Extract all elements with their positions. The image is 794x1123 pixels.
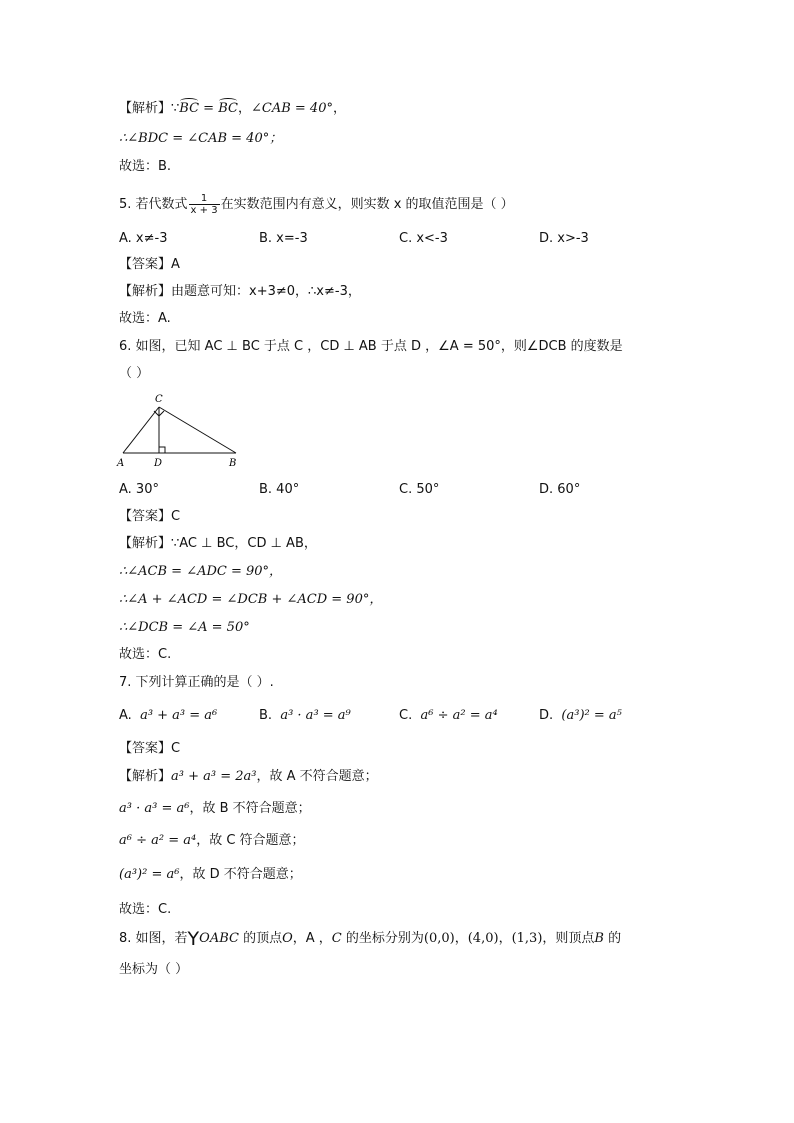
q6-option-c: C. 50°: [399, 482, 440, 497]
q5-stem: 5. 若代数式 $\frac{1}{x + 3}$ 在实数范围内有意义，则实数 x 的取值范围是（ ）: [119, 193, 514, 216]
q4-solution-line2: ∴∠BDC = ∠CAB = 40°；: [119, 131, 283, 146]
q5-option-b: B. x=-3: [259, 231, 308, 246]
q6-conclusion: 故选：C.: [119, 647, 172, 662]
fraction: $\frac{1}{x + 3}$: [190, 193, 218, 216]
q4-solution-line1: 【解析】∵BC = BC，∠CAB = 40°，: [119, 101, 346, 116]
jiexi-tag: 【解析】: [119, 101, 172, 116]
q6-stem-line2: （ ）: [119, 366, 150, 381]
q6-step3: ∴∠DCB = ∠A = 50°: [119, 620, 250, 635]
label-d: D: [154, 458, 163, 469]
q7-option-c: C. a⁶ ÷ a² = a⁴: [399, 708, 498, 723]
q5-solution: 【解析】由题意可知：x+3≠0，∴x≠-3，: [119, 284, 361, 299]
q6-step1: ∴∠ACB = ∠ADC = 90°，: [119, 564, 283, 579]
q5-conclusion: 故选：A.: [119, 311, 171, 326]
q6-option-b: B. 40°: [259, 482, 300, 497]
q8-stem-line1: 8. 如图，若YOABC 的顶点O，A ，C 的坐标分别为(0,0)，(4,0)，(1,3)，则顶点B 的: [119, 928, 622, 950]
q7-conclusion: 故选：C.: [119, 902, 172, 917]
q6-solution: 【解析】∵AC ⊥ BC，CD ⊥ AB，: [119, 536, 317, 551]
arc-bc: BC: [179, 101, 200, 116]
q7-solution-c: a⁶ ÷ a² = a⁴，故 C 符合题意；: [119, 833, 305, 848]
q7-stem: 7. 下列计算正确的是（ ）.: [119, 675, 274, 690]
parallelogram-symbol: Y: [187, 928, 200, 950]
label-b: B: [229, 458, 237, 469]
q5-option-a: A. x≠-3: [119, 231, 168, 246]
q4-conclusion: 故选：B.: [119, 159, 172, 174]
q6-stem-line1: 6. 如图，已知 AC ⊥ BC 于点 C ，CD ⊥ AB 于点 D ，∠A = 50°，则∠DCB 的度数是: [119, 339, 623, 354]
label-a: A: [117, 458, 125, 469]
q5-option-d: D. x>-3: [539, 231, 589, 246]
q7-solution-b: a³ · a³ = a⁶，故 B 不符合题意；: [119, 801, 311, 816]
q7-answer: 【答案】C: [119, 741, 181, 756]
q7-solution-d: (a³)² = a⁶，故 D 不符合题意；: [119, 867, 302, 882]
angle-statement: ∠CAB = 40°: [250, 101, 333, 116]
q6-option-d: D. 60°: [539, 482, 581, 497]
arc-bc-2: BC: [218, 101, 238, 116]
q6-option-a: A. 30°: [119, 482, 159, 497]
q5-answer: 【答案】A: [119, 257, 180, 272]
triangle-figure: [115, 390, 245, 472]
q6-answer: 【答案】C: [119, 509, 181, 524]
q6-step2: ∴∠A + ∠ACD = ∠DCB + ∠ACD = 90°，: [119, 592, 383, 607]
q7-option-b: B. a³ · a³ = a⁹: [259, 708, 351, 723]
q7-option-d: D. (a³)² = a⁵: [539, 708, 622, 723]
q7-solution-a: 【解析】a³ + a³ = 2a³，故 A 不符合题意；: [119, 769, 378, 784]
q8-stem-line2: 坐标为（ ）: [119, 962, 189, 977]
label-c: C: [155, 394, 163, 405]
q7-option-a: A. a³ + a³ = a⁶: [119, 708, 218, 723]
q5-option-c: C. x<-3: [399, 231, 448, 246]
